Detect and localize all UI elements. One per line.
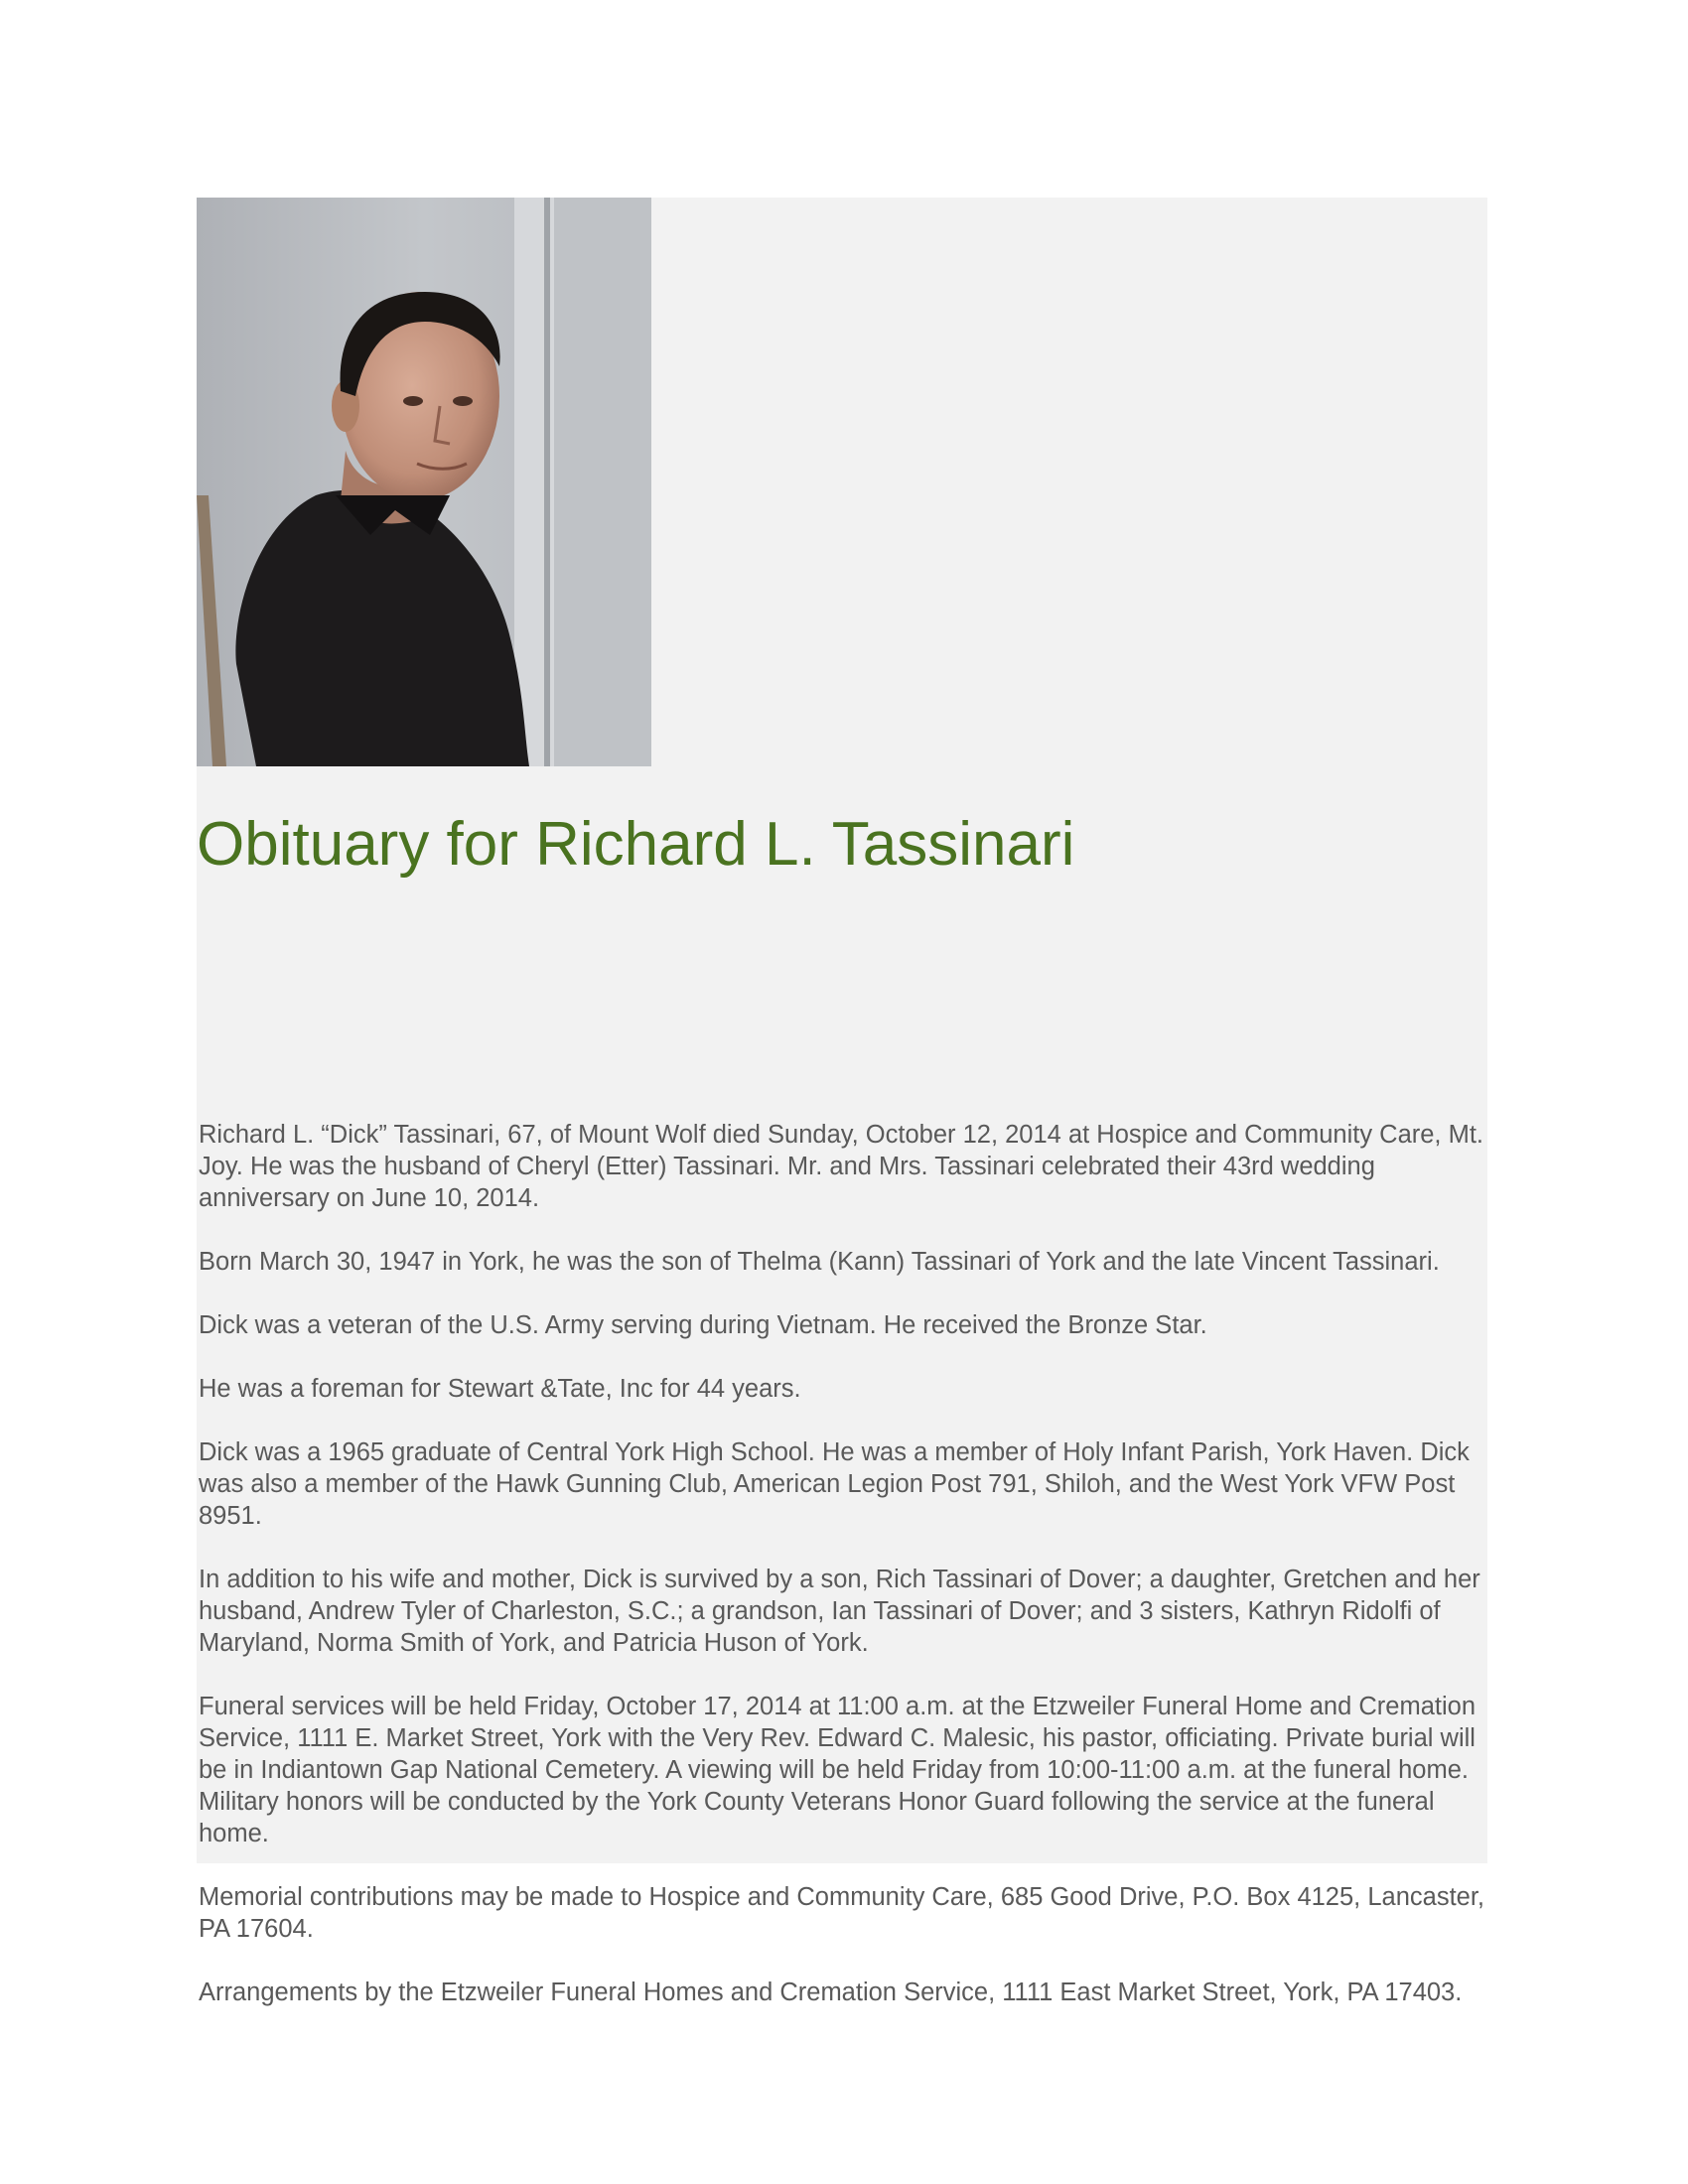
paragraph-education-memberships: Dick was a 1965 graduate of Central York High School. He was a member of Holy Infant Parish, York Haven. Dick was also a member of the Hawk Gunning Club, American Legion Post 791, Shiloh, and the West York VFW Post 8951. bbox=[199, 1438, 1470, 1530]
paragraph-memorial-contributions: Memorial contributions may be made to Hospice and Community Care, 685 Good Drive, P.O. Box 4125, Lancaster, PA 17604. bbox=[199, 1883, 1485, 1943]
paragraph-death-notice: Richard L. “Dick” Tassinari, 67, of Mount Wolf died Sunday, October 12, 2014 at Hospice and Community Care, Mt. Joy. He was the husband of Cheryl (Etter) Tassinari. Mr. and Mrs. Tassinari celebrated their 43rd wedding anniversary on June 10, 2014. bbox=[199, 1121, 1484, 1212]
obituary-panel bbox=[197, 198, 1487, 2006]
portrait-photo bbox=[197, 198, 651, 766]
paragraph-survivors: In addition to his wife and mother, Dick is survived by a son, Rich Tassinari of Dover; a daughter, Gretchen and her husband, Andrew Tyler of Charleston, S.C.; a grandson, Ian Tassinari of Dover; and 3 sisters, Kathryn Ridolfi of Maryland, Norma Smith of York, and Patricia Huson of York. bbox=[199, 1566, 1480, 1657]
paragraph-military: Dick was a veteran of the U.S. Army serving during Vietnam. He received the Bronze Star. bbox=[199, 1311, 1207, 1339]
paragraph-birth: Born March 30, 1947 in York, he was the son of Thelma (Kann) Tassinari of York and the late Vincent Tassinari. bbox=[199, 1248, 1440, 1276]
portrait-image bbox=[197, 198, 651, 766]
page-title: Obituary for Richard L. Tassinari bbox=[197, 810, 1075, 879]
obituary-body bbox=[199, 1119, 1484, 2040]
paragraph-funeral-services: Funeral services will be held Friday, October 17, 2014 at 11:00 a.m. at the Etzweiler Funeral Home and Cremation Service, 1111 E. Market Street, York with the Very Rev. Edward C. Malesic, his pastor, officiating. Private burial will be in Indiantown Gap National Cemetery. A viewing will be held Friday from 10:00-11:00 a.m. at the funeral home. Military honors will be conducted by the York County Veterans Honor Guard following the service at the funeral home. bbox=[199, 1693, 1477, 1847]
paragraph-career: He was a foreman for Stewart &Tate, Inc for 44 years. bbox=[199, 1375, 801, 1403]
paragraph-arrangements: Arrangements by the Etzweiler Funeral Homes and Cremation Service, 1111 East Market Street, York, PA 17403. bbox=[199, 1979, 1463, 2006]
